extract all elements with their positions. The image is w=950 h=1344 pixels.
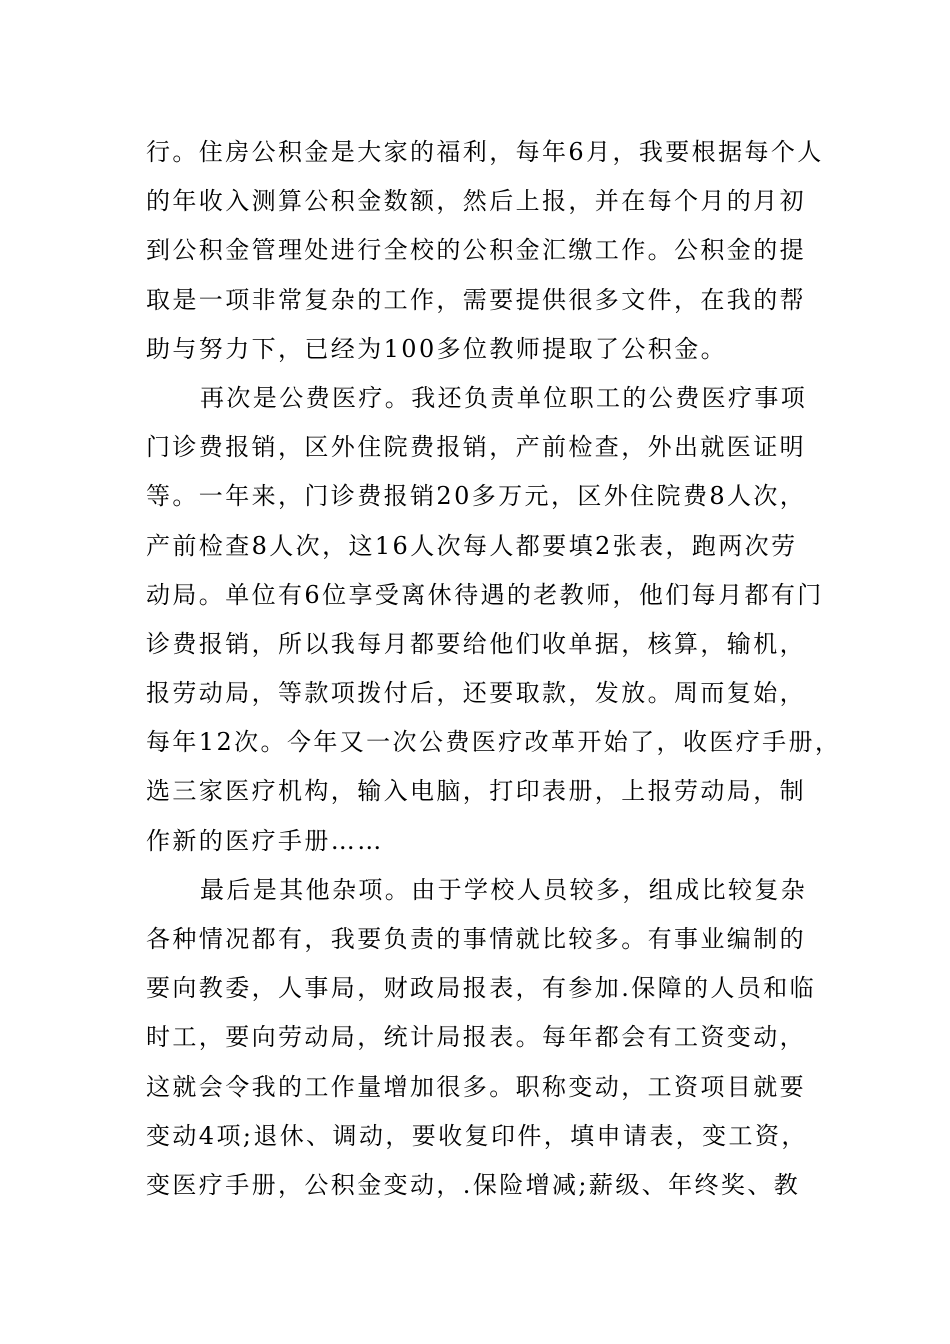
- paragraph-2-first-line: 再次是公费医疗。我还负责单位职工的公费医疗事项: [200, 383, 808, 412]
- text-line-1: 行。住房公积金是大家的福利，每年6月，我要根据每个人: [146, 138, 824, 166]
- text-line-4: 取是一项非常复杂的工作，需要提供很多文件，在我的帮: [146, 285, 806, 314]
- paragraph-3-first-line: 最后是其他杂项。由于学校人员较多，组成比较复杂: [200, 875, 808, 904]
- text-line-21: 变动4项;退休、调动，要收复印件，填申请表，变工资，: [146, 1121, 808, 1150]
- text-line-3: 到公积金管理处进行全校的公积金汇缴工作。公积金的提: [146, 236, 806, 265]
- text-line-5: 助与努力下，已经为100多位教师提取了公积金。: [146, 334, 728, 363]
- text-line-12: 报劳动局，等款项拨付后，还要取款，发放。周而复始，: [146, 679, 806, 708]
- text-line-20: 这就会令我的工作量增加很多。职称变动，工资项目就要: [146, 1072, 806, 1101]
- text-line-22: 变医疗手册，公积金变动，.保险增减;薪级、年终奖、教: [146, 1170, 801, 1199]
- text-line-11: 诊费报销，所以我每月都要给他们收单据，核算，输机，: [146, 629, 806, 658]
- text-line-2: 的年收入测算公积金数额，然后上报，并在每个月的月初: [146, 187, 806, 216]
- text-line-18: 要向教委，人事局，财政局报表，有参加.保障的人员和临: [146, 974, 817, 1003]
- text-line-13: 每年12次。今年又一次公费医疗改革开始了，收医疗手册，: [146, 728, 842, 757]
- text-line-19: 时工，要向劳动局，统计局报表。每年都会有工资变动，: [146, 1023, 806, 1052]
- text-line-9: 产前检查8人次，这16人次每人都要填2张表，跑两次劳: [146, 531, 798, 560]
- text-line-8: 等。一年来，门诊费报销20多万元，区外住院费8人次，: [146, 482, 807, 511]
- text-line-7: 门诊费报销，区外住院费报销，产前检查，外出就医证明: [146, 433, 806, 462]
- text-line-17: 各种情况都有，我要负责的事情就比较多。有事业编制的: [146, 925, 806, 953]
- text-line-15: 作新的医疗手册……: [146, 826, 384, 855]
- text-line-10: 动局。单位有6位享受离休待遇的老教师，他们每月都有门: [146, 580, 824, 609]
- document-body: [146, 128, 842, 1210]
- text-line-14: 选三家医疗机构，输入电脑，打印表册，上报劳动局，制: [146, 777, 806, 806]
